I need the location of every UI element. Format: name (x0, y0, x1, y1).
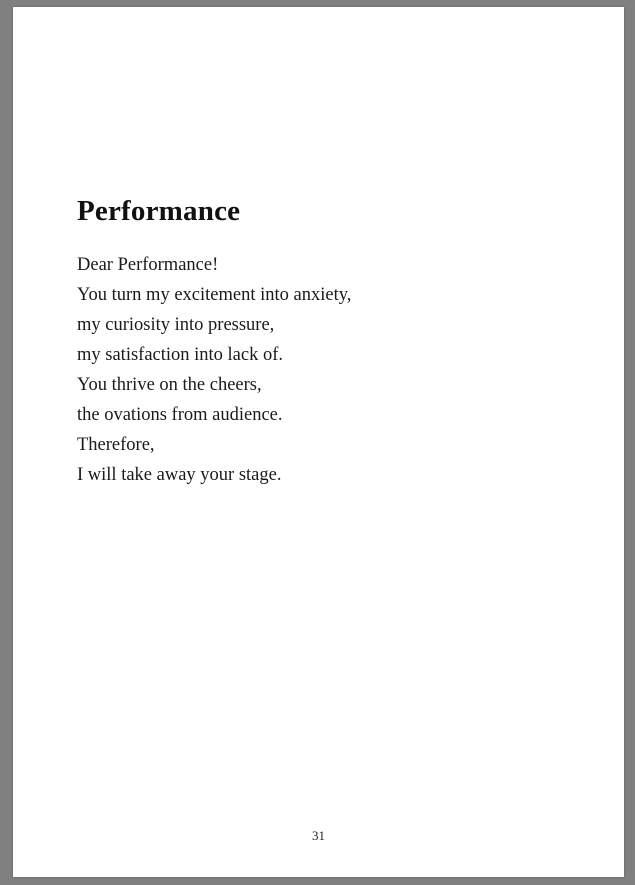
poem-line: Therefore, (77, 435, 155, 455)
poem-line: my satisfaction into lack of. (77, 345, 284, 365)
poem-line: You turn my excitement into anxiety, (77, 285, 352, 305)
poem-line: Dear Performance! (77, 255, 219, 275)
poem-line: my curiosity into pressure, (77, 315, 275, 335)
poem-line: You thrive on the cheers, (77, 375, 262, 395)
poem-line: I will take away your stage. (77, 465, 282, 485)
document-page (13, 7, 624, 877)
poem-body (77, 250, 351, 490)
page-number: 31 (312, 828, 325, 843)
poem-line: the ovations from audience. (77, 405, 283, 425)
poem-title: Performance (77, 195, 241, 227)
